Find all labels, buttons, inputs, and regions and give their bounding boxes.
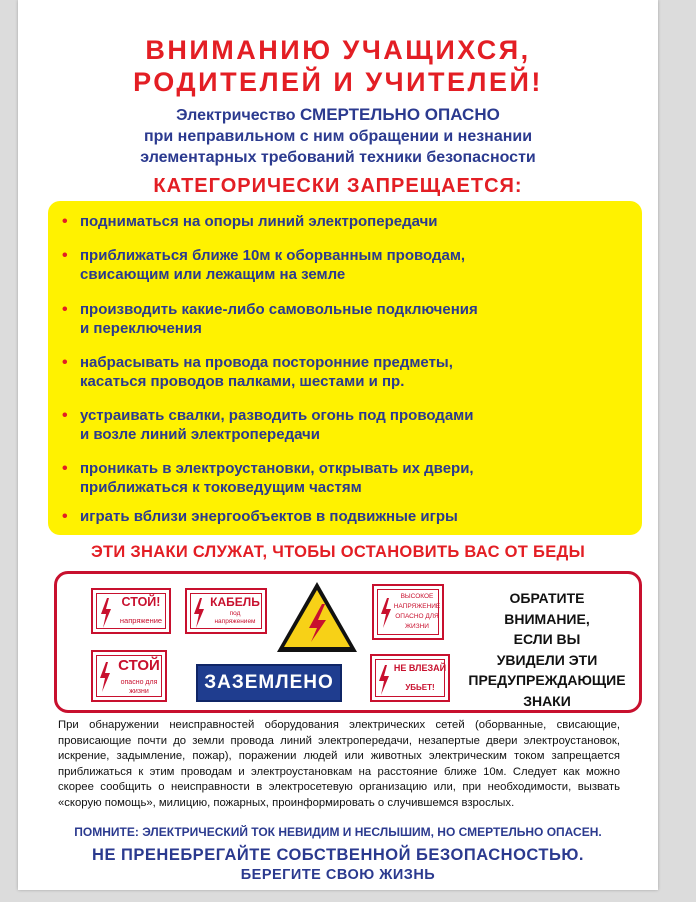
rule-item (62, 353, 640, 391)
sign-text-big: СТОЙ (118, 657, 160, 674)
sign-text-small: ЖИЗНИ (405, 623, 429, 630)
rule-line: приближаться к токоведущим частям (80, 479, 362, 496)
sign-text-small: ОПАСНО ДЛЯ (395, 613, 439, 620)
subtitle-line2: при неправильном с ним обращении и незнании (143, 128, 533, 145)
rule-item (62, 459, 640, 497)
subtitle-line3: элементарных требований техники безопасности (140, 149, 536, 166)
sign-text-small: УБЬЕТ! (405, 683, 435, 692)
lightning-icon (193, 598, 205, 628)
attention-line: ЕСЛИ ВЫ (513, 631, 581, 647)
sign-high-voltage (372, 584, 444, 640)
subtitle-line1-a: Электричество (176, 107, 300, 124)
subtitle-line1 (18, 104, 658, 126)
info-paragraph: При обнаружении неисправностей оборудования электрических сетей (оборванные, свисающие, провисающие почти до земли провода линий электропередачи, незапертые двери электроустановок, искрение, задымление, пожар), поражении людей или животных электрическим током запрещается приближаться к этим проводам и электроустановкам на расстояние ближе 10м. Следует как можно скорее сообщить о неисправности в электросетевую организацию или, при необходимости, вызвать «скорую помощь», милицию, пожарных, проинформировать о случившемся взрослых. (58, 719, 620, 809)
attention-line: УВИДЕЛИ ЭТИ (496, 651, 598, 668)
attention-line: ВНИМАНИЕ, (504, 610, 590, 627)
rule-item (62, 212, 640, 231)
bullet-icon: • (62, 213, 68, 230)
lightning-icon (378, 665, 390, 695)
rule-item (62, 406, 640, 444)
bullet-icon: • (62, 301, 68, 318)
bullet-icon: • (62, 407, 68, 424)
poster-title-line1: ВНИМАНИЮ УЧАЩИХСЯ, (145, 35, 531, 65)
rule-item (62, 300, 640, 338)
rule-line: устраивать свалки, разводить огонь под проводами (80, 407, 474, 424)
sign-do-not-climb (370, 654, 450, 702)
attention-line: ОБРАТИТЕ (509, 590, 585, 606)
rule-line: проникать в электроустановки, открывать их двери, (80, 460, 474, 477)
rule-line: и возле линий электропередачи (80, 426, 320, 443)
poster-title-line2: РОДИТЕЛЕЙ И УЧИТЕЛЕЙ! (133, 67, 543, 97)
lightning-icon (380, 598, 392, 628)
rule-line: приближаться ближе 10м к оборванным проводам, (80, 247, 466, 264)
attention-note (457, 588, 637, 711)
sign-text-small: жизни (129, 688, 149, 695)
bullet-icon: • (62, 247, 68, 264)
sign-text-small: напряжение (119, 616, 163, 625)
subtitle-line1-b: СМЕРТЕЛЬНО ОПАСНО (300, 105, 500, 124)
forbidden-heading: КАТЕГОРИЧЕСКИ ЗАПРЕЩАЕТСЯ: (153, 175, 523, 197)
rule-line: играть вблизи энергообъектов в подвижные игры (80, 508, 458, 525)
sign-text-small: опасно для (120, 679, 158, 686)
rule-line: подниматься на опоры линий электропередачи (80, 213, 438, 230)
sign-text-big: НЕ ВЛЕЗАЙ (393, 663, 447, 673)
sign-text-small: ВЫСОКОЕ (400, 593, 434, 600)
sign-text-small: НАПРЯЖЕНИЕ (393, 603, 441, 610)
neglect-warning: НЕ ПРЕНЕБРЕГАЙТЕ СОБСТВЕННОЙ БЕЗОПАСНОСТЬЮ. (92, 846, 584, 864)
signs-heading: ЭТИ ЗНАКИ СЛУЖАТ, ЧТОБЫ ОСТАНОВИТЬ ВАС ОТ БЕДЫ (90, 543, 586, 561)
lightning-icon (99, 662, 111, 692)
sign-text-small: напряжением (214, 618, 256, 625)
rule-item (62, 246, 640, 284)
sign-stop-voltage (91, 588, 171, 634)
attention-line: ПРЕДУПРЕЖДАЮЩИЕ (468, 672, 626, 688)
high-voltage-triangle-icon (275, 580, 359, 654)
rule-line: и переключения (80, 320, 202, 337)
forbidden-list-panel (48, 201, 642, 535)
rule-line: касаться проводов палками, шестами и пр. (80, 373, 405, 390)
bullet-icon: • (62, 460, 68, 477)
rule-line: набрасывать на провода посторонние предметы, (80, 354, 453, 371)
sign-text-big: СТОЙ! (121, 595, 161, 609)
rule-line: производить какие-либо самовольные подключения (80, 301, 478, 318)
poster-sheet (18, 0, 658, 890)
sign-stop-life (91, 650, 167, 702)
bullet-icon: • (62, 508, 68, 525)
rule-line: свисающим или лежащим на земле (80, 266, 346, 283)
sign-grounded: ЗАЗЕМЛЕНО (196, 664, 342, 702)
warning-signs-panel (54, 571, 642, 713)
attention-line: ЗНАКИ (523, 692, 571, 709)
sign-cable (185, 588, 267, 634)
poster-subtitle (18, 104, 658, 168)
sign-text-small: под (229, 610, 241, 617)
bullet-icon: • (62, 354, 68, 371)
take-care-slogan: БЕРЕГИТЕ СВОЮ ЖИЗНЬ (240, 867, 436, 883)
sign-text-big: КАБЕЛЬ (210, 595, 260, 609)
remember-note: ПОМНИТЕ: ЭЛЕКТРИЧЕСКИЙ ТОК НЕВИДИМ И НЕСЛЫШИМ, НО СМЕРТЕЛЬНО ОПАСЕН. (74, 825, 602, 839)
rule-item (62, 507, 640, 526)
